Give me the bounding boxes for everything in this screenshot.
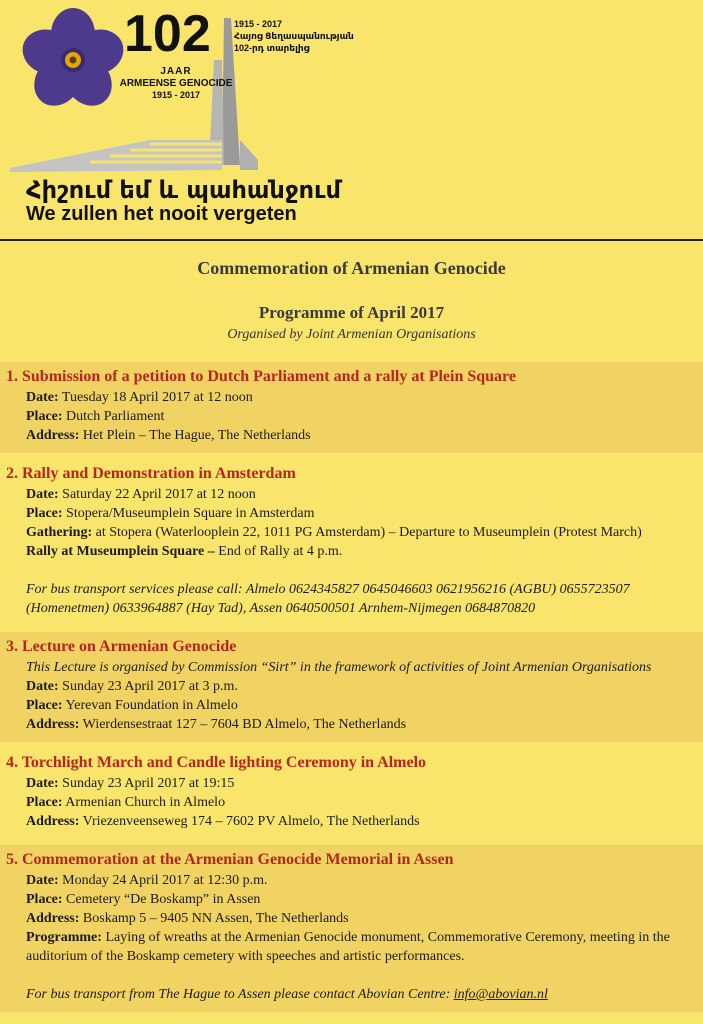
- date-label: Date:: [26, 487, 59, 502]
- event-place: [26, 504, 695, 523]
- address-value: Boskamp 5 – 9405 NN Assen, The Netherlands: [82, 911, 349, 926]
- programme-value: Laying of wreaths at the Armenian Genocide monument, Commemorative Ceremony, meeting in the auditorium of the Boskamp cemetery with speeches and artistic performances.: [26, 930, 670, 964]
- date-label: Date:: [26, 873, 59, 888]
- rally-label: Rally at Museumplein Square –: [26, 544, 215, 559]
- event-1: [0, 362, 703, 453]
- motto-dutch: We zullen het nooit vergeten: [26, 203, 297, 225]
- bus-transport-note: For bus transport services please call: Almelo 0624345827 0645046603 0621956216 (AGBU) 0655723507 (Homenetmen) 0633964887 (Hay Tad), Assen 0640500501 Arnhem-Nijmegen 0684870820: [26, 582, 630, 616]
- right-armenian-line-1: Հայոց Ցեղասպանության: [234, 31, 354, 41]
- event-place: [26, 407, 695, 426]
- rally-value: End of Rally at 4 p.m.: [218, 544, 343, 559]
- event-date: [26, 677, 695, 696]
- right-armenian-line-2: 102-րդ տարելից: [234, 43, 310, 53]
- anniversary-number: 102: [124, 5, 211, 63]
- event-place: [26, 793, 695, 812]
- event-details: [6, 485, 695, 618]
- armeense-genocide-label: ARMEENSE GENOCIDE: [119, 78, 233, 89]
- gathering-value: at Stopera (Waterlooplein 22, 1011 PG Amsterdam) – Departure to Museumplein (Protest March): [95, 525, 642, 540]
- jaar-label: JAAR: [160, 66, 192, 77]
- event-details: [6, 774, 695, 831]
- date-value: Saturday 22 April 2017 at 12 noon: [62, 487, 256, 502]
- event-intro: This Lecture is organised by Commission “Sirt” in the framework of activities of Joint Armenian Organisations: [26, 660, 652, 675]
- date-value: Tuesday 18 April 2017 at 12 noon: [61, 390, 253, 405]
- place-label: Place:: [26, 506, 63, 521]
- event-programme: [26, 928, 695, 966]
- event-address: [26, 715, 695, 734]
- flower-icon: [17, 8, 130, 115]
- event-title: 5. Commemoration at the Armenian Genocide Memorial in Assen: [6, 851, 454, 868]
- date-value: Sunday 23 April 2017 at 19:15: [62, 776, 235, 791]
- note-text: For bus transport from The Hague to Assen please contact Abovian Centre:: [26, 987, 454, 1002]
- years-label: 1915 - 2017: [151, 90, 201, 100]
- programme-label: Programme:: [26, 930, 102, 945]
- event-address: [26, 812, 695, 831]
- address-label: Address:: [26, 911, 80, 926]
- bus-transport-note: [26, 985, 695, 1004]
- event-date: [26, 485, 695, 504]
- event-title: 2. Rally and Demonstration in Amsterdam: [6, 465, 296, 482]
- event-details: [6, 388, 695, 445]
- titles: [0, 258, 703, 343]
- header-divider: [0, 239, 703, 241]
- place-label: Place:: [26, 698, 63, 713]
- programme-title: Programme of April 2017: [258, 303, 445, 322]
- event-title: 1. Submission of a petition to Dutch Parliament and a rally at Plein Square: [6, 368, 516, 385]
- event-2: [0, 459, 703, 626]
- event-place: [26, 696, 695, 715]
- event-title: 4. Torchlight March and Candle lighting Ceremony in Almelo: [6, 754, 427, 771]
- address-value: Vriezenveenseweg 174 – 7602 PV Almelo, The Netherlands: [82, 814, 420, 829]
- address-value: Het Plein – The Hague, The Netherlands: [82, 428, 311, 443]
- event-4: [0, 748, 703, 839]
- event-date: [26, 871, 695, 890]
- place-value: Dutch Parliament: [66, 409, 165, 424]
- gathering-label: Gathering:: [26, 525, 93, 540]
- date-label: Date:: [26, 776, 59, 791]
- event-5: [0, 845, 703, 1012]
- date-label: Date:: [26, 679, 59, 694]
- event-title: 3. Lecture on Armenian Genocide: [6, 638, 237, 655]
- event-list: [0, 362, 703, 1018]
- place-value: Cemetery “De Boskamp” in Assen: [66, 892, 261, 907]
- place-label: Place:: [26, 892, 63, 907]
- event-date: [26, 774, 695, 793]
- event-date: [26, 388, 695, 407]
- place-value: Stopera/Museumplein Square in Amsterdam: [66, 506, 315, 521]
- event-address: [26, 426, 695, 445]
- date-value: Monday 24 April 2017 at 12:30 p.m.: [62, 873, 268, 888]
- header: [0, 0, 703, 240]
- event-gathering: [26, 523, 695, 542]
- place-value: Armenian Church in Almelo: [65, 795, 226, 810]
- place-value: Yerevan Foundation in Almelo: [65, 698, 238, 713]
- right-years: 1915 - 2017: [234, 19, 283, 29]
- email-link[interactable]: info@abovian.nl: [453, 987, 548, 1002]
- event-details: [6, 871, 695, 1004]
- place-label: Place:: [26, 795, 63, 810]
- address-label: Address:: [26, 428, 80, 443]
- motto-armenian: Հիշում եմ և պահանջում: [26, 176, 341, 204]
- event-3: [0, 632, 703, 742]
- page-title: Commemoration of Armenian Genocide: [197, 258, 506, 278]
- header-right-text: [234, 18, 354, 54]
- event-rally: [26, 542, 695, 561]
- date-label: Date:: [26, 390, 59, 405]
- address-label: Address:: [26, 717, 80, 732]
- address-label: Address:: [26, 814, 80, 829]
- organiser-line: Organised by Joint Armenian Organisations: [227, 327, 476, 342]
- event-address: [26, 909, 695, 928]
- date-value: Sunday 23 April 2017 at 3 p.m.: [62, 679, 238, 694]
- event-place: [26, 890, 695, 909]
- address-value: Wierdensestraat 127 – 7604 BD Almelo, The Netherlands: [82, 717, 407, 732]
- place-label: Place:: [26, 409, 63, 424]
- event-details: [6, 658, 695, 734]
